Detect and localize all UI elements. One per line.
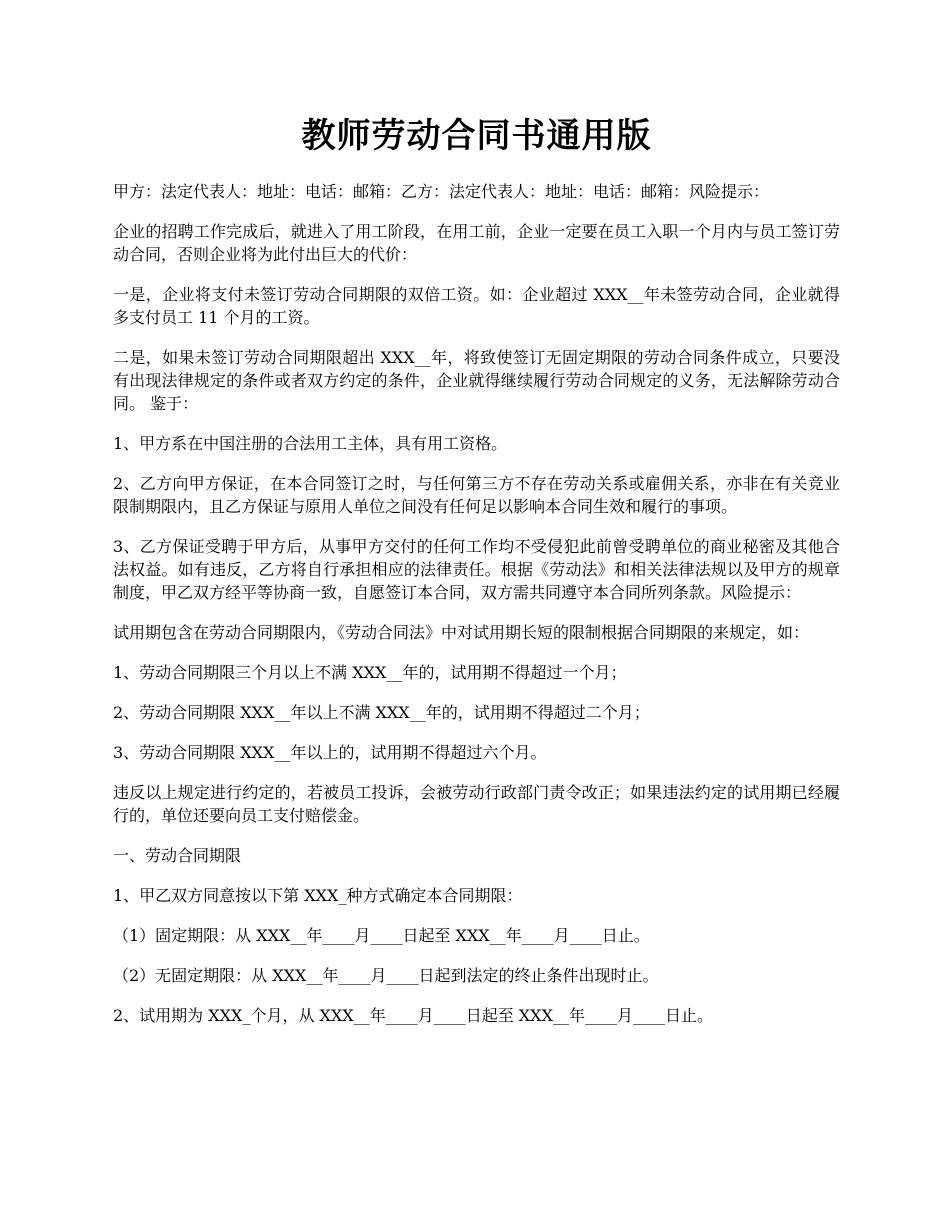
paragraph-term-method: 1、甲乙双方同意按以下第 XXX_种方式确定本合同期限： — [113, 886, 523, 905]
paragraph-risk-two: 二是，如果未签订劳动合同期限超出 XXX__年，将致使签订无固定期限的劳动合同条件成立，只要没有出现法律规定的条件或者双方约定的条件，企业就得继续履行劳动合同规定的义务，无法解除劳动合同。 鉴于： — [113, 348, 840, 413]
section-heading-contract-term: 一、劳动合同期限 — [113, 846, 242, 865]
paragraph-intro: 企业的招聘工作完成后，就进入了用工阶段，在用工前，企业一定要在员工入职一个月内与员工签订劳动合同，否则企业将为此付出巨大的代价： — [113, 222, 840, 264]
paragraph-risk-one: 一是，企业将支付未签订劳动合同期限的双倍工资。如：企业超过 XXX__年未签劳动合同，企业就得多支付员工 11 个月的工资。 — [113, 285, 840, 327]
paragraph-probation-rule-3: 3、劳动合同期限 XXX__年以上的，试用期不得超过六个月。 — [113, 743, 547, 762]
paragraph-whereas-3: 3、乙方保证受聘于甲方后，从事甲方交付的任何工作均不受侵犯此前曾受聘单位的商业秘密及其他合法权益。如有违反，乙方将自行承担相应的法律责任。根据《劳动法》和相关法律法规以及甲方的规章制度，甲乙双方经平等协商一致，自愿签订本合同，双方需共同遵守本合同所列条款。风险提示： — [113, 537, 840, 602]
paragraph-probation-rule-2: 2、劳动合同期限 XXX__年以上不满 XXX__年的，试用期不得超过二个月； — [113, 703, 650, 722]
paragraph-fixed-term: （1）固定期限：从 XXX__年____月____日起至 XXX__年____月____日止。 — [113, 926, 650, 945]
document-body — [113, 180, 840, 1027]
paragraph-probation-intro: 试用期包含在劳动合同期限内，《劳动合同法》中对试用期长短的限制根据合同期限的来规定，如： — [113, 623, 810, 642]
paragraph-open-term: （2）无固定期限：从 XXX__年____月____日起到法定的终止条件出现时止。 — [113, 966, 659, 985]
paragraph-probation-period: 2、试用期为 XXX_个月，从 XXX__年____月____日起至 XXX__年____月____日止。 — [113, 1006, 713, 1025]
paragraph-whereas-1: 1、甲方系在中国注册的合法用工主体，具有用工资格。 — [113, 434, 508, 453]
paragraph-probation-rule-1: 1、劳动合同期限三个月以上不满 XXX__年的，试用期不得超过一个月； — [113, 663, 627, 682]
paragraph-violation: 违反以上规定进行约定的，若被员工投诉，会被劳动行政部门责令改正；如果违法约定的试用期已经履行的，单位还要向员工支付赔偿金。 — [113, 783, 840, 825]
paragraph-whereas-2: 2、乙方向甲方保证，在本合同签订之时，与任何第三方不存在劳动关系或雇佣关系，亦非在有关竞业限制期限内，且乙方保证与原用人单位之间没有任何足以影响本合同生效和履行的事项。 — [113, 474, 840, 516]
document-title: 教师劳动合同书通用版 — [301, 116, 652, 156]
paragraph-parties: 甲方：法定代表人：地址：电话：邮箱：乙方：法定代表人：地址：电话：邮箱：风险提示： — [113, 182, 770, 201]
